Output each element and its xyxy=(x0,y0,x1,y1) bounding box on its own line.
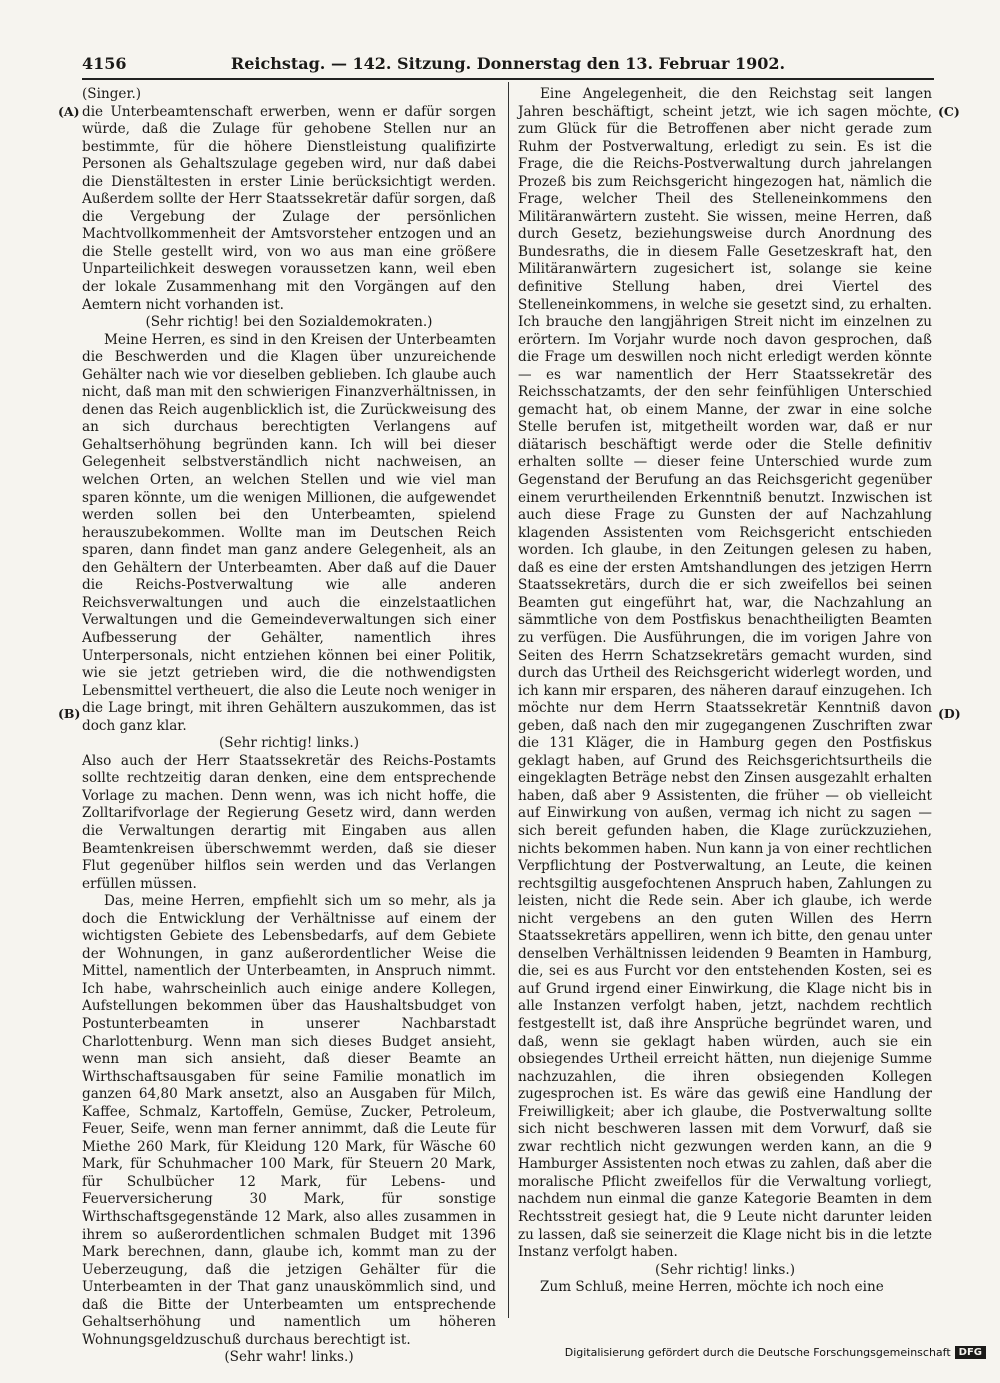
interjection: (Sehr richtig! links.) xyxy=(654,1261,796,1278)
page-header xyxy=(82,54,934,76)
paragraph: Eine Angelegenheit, die den Reichstag seit langen Jahren beschäftigt, scheint jetzt, wie ich sagen möchte, zum Glück für die Betroffenen aber nicht gerade zum Ruhm der Postverwaltung, erledigt zu sein. Es ist die Frage, die die Reichs-Postverwaltung durch jahrelangen Prozeß bis zum Reichsgericht hingezogen hat, nämlich die Frage, welcher Theil des Stelleneinkommens den Militäranwärtern zusteht. Sie wissen, meine Herren, daß durch Gesetz, beziehungsweise durch Anordnung des Bundesraths, die in diesem Falle Gesetzeskraft hat, den Militäranwärtern zugesichert ist, solange sie keine definitive Stellung haben, drei Viertel des Stelleneinkommens, in welche sie gesetzt sind, zu erhalten. Ich brauche den langjährigen Streit nicht im einzelnen zu erörtern. Im Vorjahr wurde noch davon gesprochen, daß die Frage um deswillen noch nicht erledigt werden könnte — es war namentlich der Herr Staatssekretär des Reichsschatzamts, der den sehr feinfühligen Unterschied gemacht hat, ob einem Manne, der zwar in eine solche Stelle berufen ist, mitgetheilt worden war, daß er nur diätarisch beschäftigt werde oder die Stelle definitiv erhalten sollte — dieser feine Unterschied wurde zum Gegenstand der Berufung an das Reichsgericht gegenüber einem verurtheilenden Erkenntniß benutzt. Inzwischen ist auch diese Frage zu Gunsten der auf Nachzahlung klagenden Assistenten vom Reichsgericht entschieden worden. Ich glaube, in den Zeitungen gelesen zu haben, daß es eine der ersten Amtshandlungen des jetzigen Herrn Staatssekretärs, durch die er sich zweifellos bei seinen Beamten gut eingeführt hat, war, die Nachzahlung an sämmtliche von dem Postfiskus benachtheiligten Beamten zu verfügen. Die Ausführungen, die im vorigen Jahre von Seiten des Herrn Schatzsekretärs gemacht wurden, sind durch das Urtheil des Reichsgericht widerlegt worden, und ich kann mir ersparen, des näheren darauf einzugehen. Ich möchte nur dem Herrn Staatssekretär Kenntniß davon geben, daß nach den mir zugegangenen Zuschriften zwar die 131 Kläger, die in Hamburg gegen den Postfiskus geklagt haben, auf Grund des Reichsgerichtsurtheils die eingeklagten Beträge nebst den Zinsen ausgezahlt erhalten haben, daß aber 9 Assistenten, die früher — ob vielleicht auf Einwirkung von außen, vermag ich nicht zu sagen — sich bereit gefunden haben, die Klage zurückzuziehen, nichts bekommen haben. Nun kann ja von einer rechtlichen Verpflichtung der Postverwaltung, an Leute, die keinen rechtsgiltig ausgefochtenen Anspruch haben, Zahlungen zu leisten, nicht die Rede sein. Aber ich glaube, ich werde nicht vergebens an den guten Willen des Herrn Staatssekretärs appelliren, wenn ich bitte, den genau unter denselben Verhältnissen leidenden 9 Beamten in Hamburg, die, sei es aus Furcht vor den entstehenden Kosten, sei es auf Grund irgend einer Einwirkung, die Klage nicht bis in alle Instanzen verfolgt haben, jetzt, nachdem rechtlich festgestellt ist, daß ihre Ansprüche begründet waren, und daß, wenn sie geklagt haben würden, auch sie ein obsiegendes Urtheil erreicht hätten, nun diejenige Summe nachzuzahlen, die ihren obsiegenden Kollegen zugesprochen ist. Es wäre das gewiß eine Handlung der Freiwilligkeit; aber ich glaube, die Postverwaltung sollte sich nicht beschweren lassen mit dem Vorwurf, daß sie zwar rechtlich nicht gezwungen werden kann, an die 9 Hamburger Assistenten noch etwas zu zahlen, daß aber die moralische Pflicht zweifellos für die Verwaltung vorliegt, nachdem nun einmal die ganze Kategorie Beamten in dem Rechtsstreit gesiegt hat, die 9 Leute nicht darunter leiden zu lassen, daß sie seinerzeit die Klage nicht bis in die letzte Instanz verfolgt haben. xyxy=(518,86,932,1261)
digitization-footer xyxy=(565,1346,986,1359)
interjection: (Sehr richtig! links.) xyxy=(218,735,360,752)
interjection: (Sehr richtig! bei den Sozialdemokraten.) xyxy=(145,314,433,331)
paragraph: Meine Herren, es sind in den Kreisen der Unterbeamten die Beschwerden und die Klagen über unzureichende Gehälter nach wie vor dieselben geblieben. Ich glaube auch nicht, daß man mit den schwierigen Finanzverhältnissen, in denen das Reich augenblicklich ist, die Zurückweisung des an sich durchaus berechtigten Verlangens auf Gehaltserhöhung begründen kann. Ich will bei dieser Gelegenheit selbstverständlich nicht nachweisen, an welchen Orten, an welchen Stellen und wie viel man sparen könnte, um die wenigen Millionen, die aufgewendet werden sollen bei den Unterbeamten, spielend herauszubekommen. Wollte man im Deutschen Reich sparen, dann findet man ganz andere Gelegenheit, als an den Gehältern der Unterbeamten. Aber daß auf die Dauer die Reichs-Postverwaltung wie alle anderen Reichsverwaltungen und auch die einzelstaatlichen Verwaltungen und die Gemeindeverwaltungen sich einer Aufbesserung der Gehälter, namentlich ihres Unterpersonals, nicht entziehen können bei einer Politik, wie sie jetzt getrieben wird, die die nothwendigsten Lebensmittel vertheuert, die also die Leute noch weniger in die Lage bringt, mit ihren Gehältern auszukommen, das ist doch ganz klar. xyxy=(82,331,496,734)
speaker-name: (Singer.) xyxy=(82,86,142,102)
column-divider xyxy=(508,82,509,1318)
right-column xyxy=(518,86,932,1297)
dfg-logo: DFG xyxy=(955,1346,986,1359)
margin-marker-d: (D) xyxy=(938,706,961,721)
margin-marker-a: (A) xyxy=(58,104,80,119)
page-number: 4156 xyxy=(82,54,127,73)
header-rule xyxy=(82,78,934,80)
paragraph: Das, meine Herren, empfiehlt sich um so mehr, als ja doch die Entwicklung der Verhältnisse auf einem der wichtigsten Gebiete des Lebensbedarfs, auf dem Gebiete der Wohnungen, in ganz außerordentlicher Weise die Mittel, namentlich der Unterbeamten, in Anspruch nimmt. Ich habe, wahrscheinlich auch einige andere Kollegen, Aufstellungen bekommen über das Haushaltsbudget von Postunterbeamten in unserer Nachbarstadt Charlottenburg. Wenn man sich dieses Budget ansieht, wenn man sich ansieht, daß dieser Beamte an Wirthschaftsausgaben für seine Familie monatlich im ganzen 64,80 Mark ansetzt, also an Ausgaben für Milch, Kaffee, Schmalz, Kartoffeln, Gemüse, Zucker, Petroleum, Feuer, Seife, wenn man ferner annimmt, daß die Leute für Miethe 260 Mark, für Kleidung 120 Mark, für Wäsche 60 Mark, für Schuhmacher 100 Mark, für Steuern 20 Mark, für Schulbücher 12 Mark, für Lebens- und Feuerversicherung 30 Mark, für sonstige Wirthschaftsgegenstände 12 Mark, also alles zusammen in ihrem so außerordentlichen schmalen Budget mit 1396 Mark berechnen, dann, glaube ich, kommt man zu der Ueberzeugung, daß die jetzigen Gehälter für die Unterbeamten in der That ganz unauskömmlich sind, und daß die Bitte der Unterbeamten um entsprechende Gehaltserhöhung und namentlich um höheren Wohnungsgeldzuschuß durchaus berechtigt ist. xyxy=(82,893,496,1348)
running-title: Reichstag. — 142. Sitzung. Donnerstag den 13. Februar 1902. xyxy=(230,54,786,73)
paragraph: Zum Schluß, meine Herren, möchte ich noch eine xyxy=(540,1279,884,1296)
left-column xyxy=(82,86,496,1367)
margin-marker-c: (C) xyxy=(938,104,960,119)
margin-marker-b: (B) xyxy=(58,706,81,721)
footer-text: Digitalisierung gefördert durch die Deutsche Forschungsgemeinschaft xyxy=(564,1346,951,1359)
interjection: (Sehr wahr! links.) xyxy=(224,1349,354,1366)
paragraph: Also auch der Herr Staatssekretär des Reichs-Postamts sollte rechtzeitig daran denken, eine dem entsprechende Vorlage zu machen. Denn wenn, was ich nicht hoffe, die Zolltarifvorlage der Regierung Gesetz wird, dann werden die Verwaltungen derartig mit Eingaben aus allen Beamtenkreisen überschwemmt werden, daß sie dieser Flut gegenüber hilflos sein werden und das Verlangen erfüllen müssen. xyxy=(82,752,496,892)
paragraph: die Unterbeamtenschaft erwerben, wenn er dafür sorgen würde, daß die Zulage für gehobene Stellen nur an bestimmte, für die höhere Dienstleistung qualifizirte Personen als Gehaltszulage gegeben wird, nur daß dabei die Dienstältesten in erster Linie berücksichtigt werden. Außerdem sollte der Herr Staatssekretär dafür sorgen, daß die Vergebung der Zulage der persönlichen Machtvollkommenheit der Amtsvorsteher entzogen und an die Stelle gestellt wird, von wo aus man eine größere Unparteilichkeit deswegen voraussetzen kann, weil eben der lokale Zusammenhang mit den Vorgängen auf den Aemtern nicht vorhanden ist. xyxy=(82,103,496,313)
